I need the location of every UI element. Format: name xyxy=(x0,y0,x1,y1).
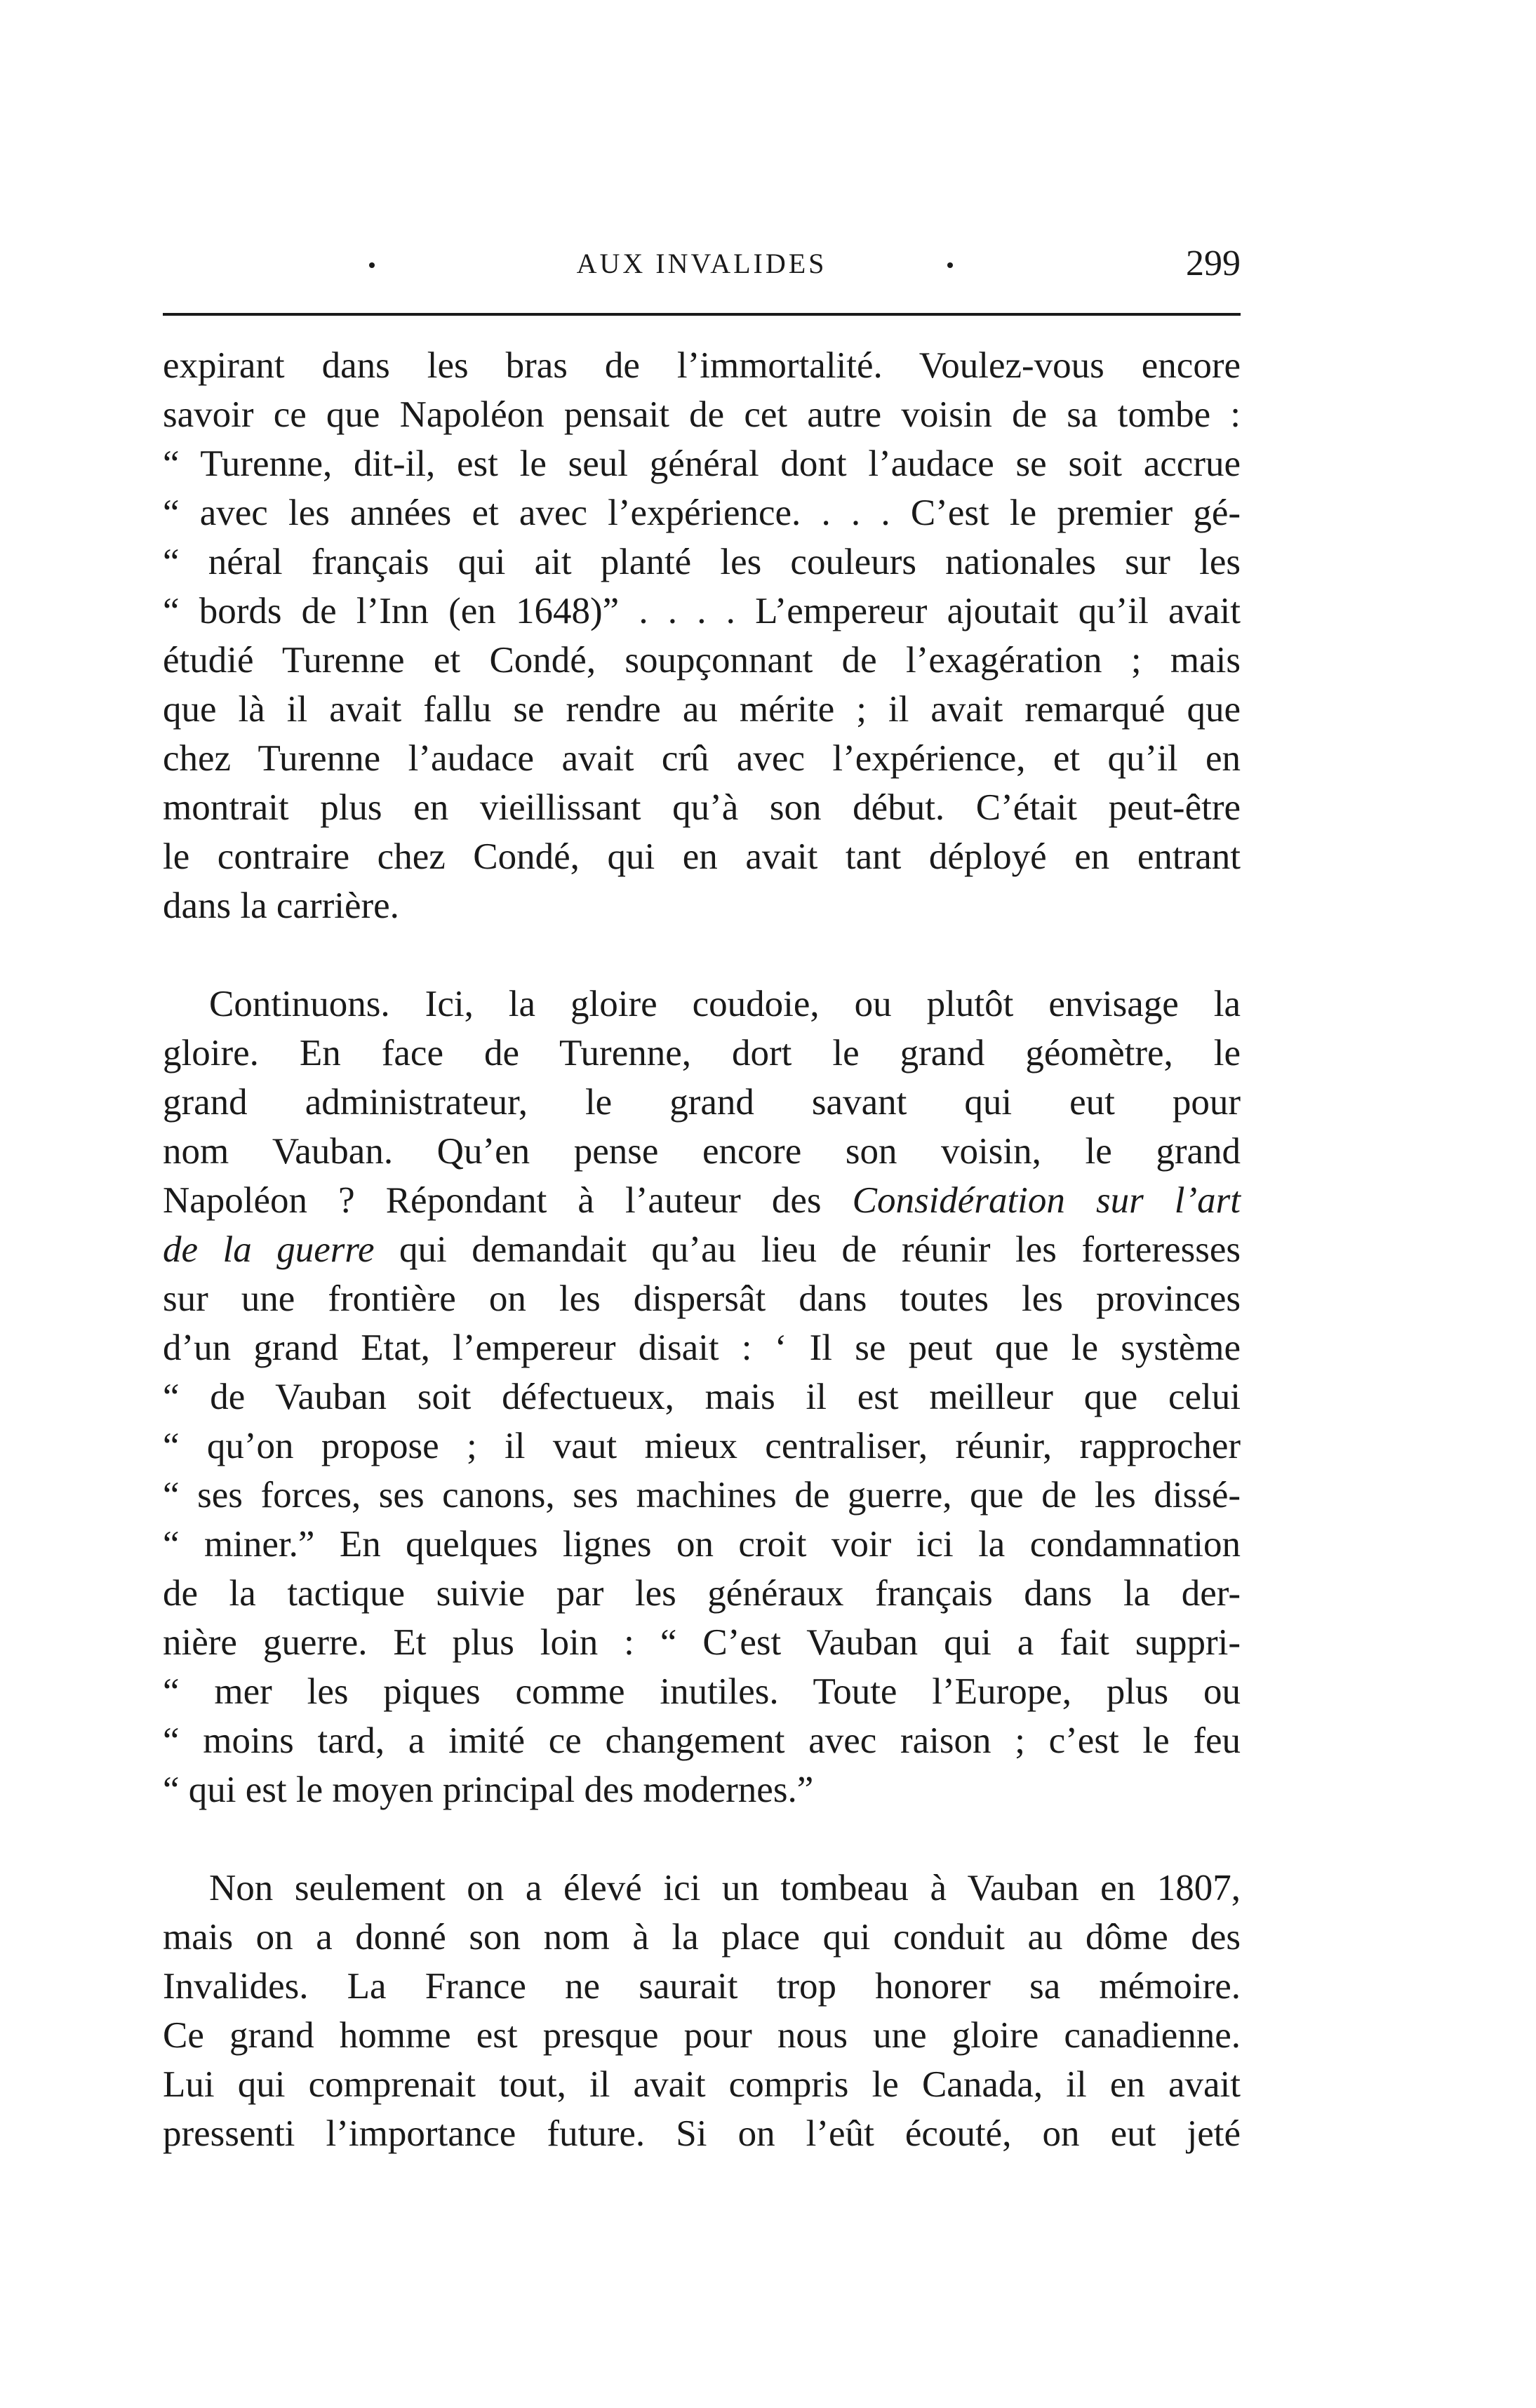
italic-title: Considération sur l’art xyxy=(852,1180,1241,1221)
text-line: “ mer les piques comme inutiles. Toute l’Europe, plus ou xyxy=(163,1671,1241,1712)
text-line xyxy=(163,1225,1241,1274)
italic-title: de la guerre xyxy=(163,1229,375,1270)
text-line: le contraire chez Condé, qui en avait tant déployé en entrant xyxy=(163,836,1241,877)
ornament-dot xyxy=(947,262,953,268)
text-line: mais on a donné son nom à la place qui conduit au dôme des xyxy=(163,1917,1241,1958)
text-line: “ ses forces, ses canons, ses machines de guerre, que de les dissé- xyxy=(163,1475,1241,1516)
text-line: d’un grand Etat, l’empereur disait : ‘ Il se peut que le système xyxy=(163,1327,1241,1368)
text-line: dans la carrière. xyxy=(163,885,399,926)
text-line: Ce grand homme est presque pour nous une gloire canadienne. xyxy=(163,2015,1241,2056)
text-line: nom Vauban. Qu’en pense encore son voisin, le grand xyxy=(163,1131,1241,1172)
line-segment: qui demandait qu’au lieu de réunir les forteresses xyxy=(399,1229,1241,1270)
text-line: nière guerre. Et plus loin : “ C’est Vauban qui a fait suppri- xyxy=(163,1622,1241,1663)
text-line: montrait plus en vieillissant qu’à son début. C’était peut-être xyxy=(163,787,1241,828)
text-line: chez Turenne l’audace avait crû avec l’expérience, et qu’il en xyxy=(163,738,1241,779)
text-line: que là il avait fallu se rendre au mérite ; il avait remarqué que xyxy=(163,689,1241,730)
text-line: “ qu’on propose ; il vaut mieux centraliser, réunir, rapprocher xyxy=(163,1426,1241,1466)
text-line: Invalides. La France ne saurait trop honorer sa mémoire. xyxy=(163,1966,1241,2007)
text-line: “ de Vauban soit défectueux, mais il est meilleur que celui xyxy=(163,1377,1241,1417)
text-line: pressenti l’importance future. Si on l’eût écouté, on eut jeté xyxy=(163,2113,1241,2154)
text-line: “ miner.” En quelques lignes on croit voir ici la condamnation xyxy=(163,1524,1241,1565)
text-line: savoir ce que Napoléon pensait de cet autre voisin de sa tombe : xyxy=(163,394,1241,435)
text-line: “ qui est le moyen principal des modernes.” xyxy=(163,1770,814,1810)
text-line: étudié Turenne et Condé, soupçonnant de l’exagération ; mais xyxy=(163,640,1241,681)
running-head xyxy=(163,236,1241,292)
header-rule xyxy=(163,313,1241,316)
page-number: 299 xyxy=(1186,243,1241,283)
text-line xyxy=(163,1176,1241,1225)
text-line: sur une frontière on les dispersât dans toutes les provinces xyxy=(163,1278,1241,1319)
text-line: “ Turenne, dit-il, est le seul général dont l’audace se soit accrue xyxy=(163,443,1241,484)
body-text xyxy=(163,341,1241,2207)
text-line: “ avec les années et avec l’expérience. . . . C’est le premier gé- xyxy=(163,493,1241,533)
text-line: grand administrateur, le grand savant qui eut pour xyxy=(163,1082,1241,1123)
text-line: “ moins tard, a imité ce changement avec raison ; c’est le feu xyxy=(163,1720,1241,1761)
line-segment: Napoléon ? Répondant à l’auteur des xyxy=(163,1180,822,1221)
text-line: Continuons. Ici, la gloire coudoie, ou plutôt envisage la xyxy=(209,984,1241,1024)
text-line: expirant dans les bras de l’immortalité. Voulez-vous encore xyxy=(163,345,1241,386)
text-line: gloire. En face de Turenne, dort le grand géomètre, le xyxy=(163,1033,1241,1073)
text-line: Non seulement on a élevé ici un tombeau à Vauban en 1807, xyxy=(209,1868,1241,1908)
running-title: AUX INVALIDES xyxy=(576,248,827,279)
text-line: “ néral français qui ait planté les couleurs nationales sur les xyxy=(163,542,1241,582)
text-line: de la tactique suivie par les généraux français dans la der- xyxy=(163,1573,1241,1614)
paragraph-3 xyxy=(163,1864,1241,2158)
paragraph-1 xyxy=(163,341,1241,930)
text-line: Lui qui comprenait tout, il avait compris le Canada, il en avait xyxy=(163,2064,1241,2105)
paragraph-2 xyxy=(163,979,1241,1814)
text-line: “ bords de l’Inn (en 1648)” . . . . L’empereur ajoutait qu’il avait xyxy=(163,591,1241,631)
